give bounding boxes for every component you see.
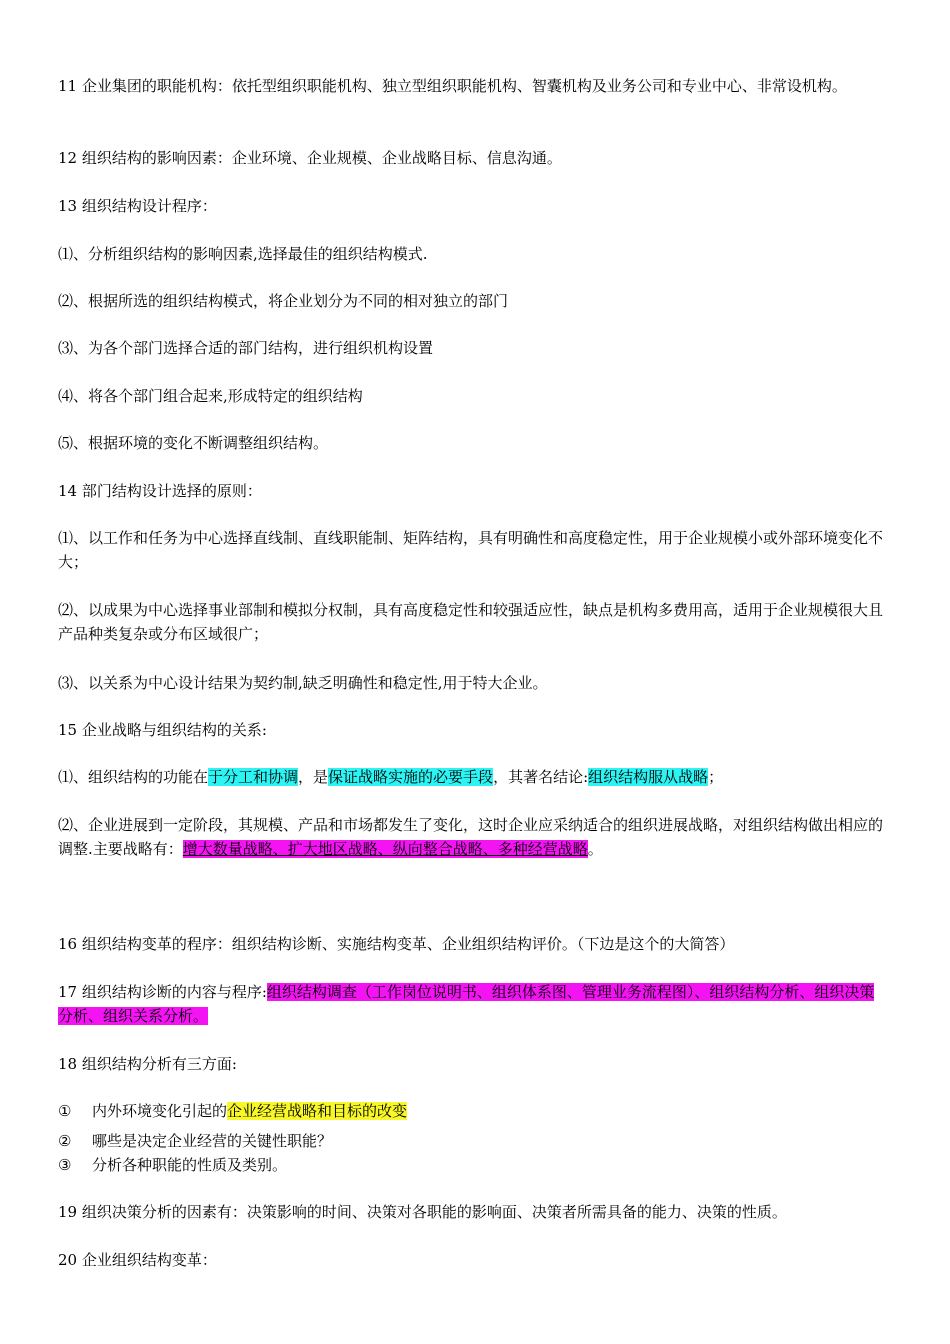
text-run: ，其著名结论: xyxy=(493,768,589,786)
para-15-1 xyxy=(58,765,888,789)
list-number: ② xyxy=(58,1132,72,1150)
para-13-5: ⑸、根据环境的变化不断调整组织结构。 xyxy=(58,434,329,452)
highlight-cyan: 保证战略实施的必要手段 xyxy=(328,768,494,786)
highlight-yellow: 企业经营战略和目标的改变 xyxy=(227,1102,408,1120)
para-13-2: ⑵、根据所选的组织结构模式，将企业划分为不同的相对独立的部门 xyxy=(58,292,509,310)
para-15-2 xyxy=(58,813,888,861)
text-run: ⑴、组织结构的功能在 xyxy=(58,768,209,786)
para-18: 18 组织结构分析有三方面: xyxy=(58,1055,237,1073)
highlight-cyan: 组织结构服从战略 xyxy=(588,768,709,786)
text-run: 内外环境变化引起的 xyxy=(92,1102,228,1120)
para-14-3: ⑶、以关系为中心设计结果为契约制,缺乏明确性和稳定性,用于特大企业。 xyxy=(58,674,548,692)
para-12: 12 组织结构的影响因素：企业环境、企业规模、企业战略目标、信息沟通。 xyxy=(58,149,562,167)
text-run: 哪些是决定企业经营的关键性职能？ xyxy=(92,1132,333,1150)
para-17 xyxy=(58,980,888,1028)
text-run: ； xyxy=(708,768,724,786)
para-18-3 xyxy=(58,1153,888,1177)
text-run: 。 xyxy=(587,840,603,858)
highlight-magenta-underlined: 增大数量战略、扩大地区战略、纵向整合战略、多种经营战略 xyxy=(182,840,588,858)
para-20: 20 企业组织结构变革： xyxy=(58,1251,217,1269)
para-14-2: ⑵、以成果为中心选择事业部制和模拟分权制，具有高度稳定性和较强适应性，缺点是机构多费用高，适用于企业规模很大且产品种类复杂或分布区域很广； xyxy=(58,601,884,643)
para-13-3: ⑶、为各个部门选择合适的部门结构，进行组织机构设置 xyxy=(58,339,434,357)
para-18-1 xyxy=(58,1099,888,1123)
para-13: 13 组织结构设计程序： xyxy=(58,197,217,215)
list-number: ③ xyxy=(58,1156,72,1174)
text-run: ，是 xyxy=(298,768,329,786)
para-18-2 xyxy=(58,1129,888,1153)
para-14-1: ⑴、以工作和任务为中心选择直线制、直线职能制、矩阵结构，具有明确性和高度稳定性，用于企业规模小或外部环境变化不大； xyxy=(58,529,884,571)
para-16: 16 组织结构变革的程序：组织结构诊断、实施结构变革、企业组织结构评价。（下边是这个的大简答） xyxy=(58,935,735,953)
list-number: ① xyxy=(58,1102,72,1120)
text-run: 17 组织结构诊断的内容与程序: xyxy=(58,983,267,1001)
para-13-4: ⑷、将各个部门组合起来,形成特定的组织结构 xyxy=(58,387,363,405)
para-11: 11 企业集团的职能机构：依托型组织职能机构、独立型组织职能机构、智囊机构及业务公司和专业中心、非常设机构。 xyxy=(58,77,847,95)
highlight-cyan: 于分工和协调 xyxy=(208,768,299,786)
para-19: 19 组织决策分析的因素有：决策影响的时间、决策对各职能的影响面、决策者所需具备的能力、决策的性质。 xyxy=(58,1203,787,1221)
highlight-magenta: 组织结构调查（工作岗位说明书、组织体系图、管理业务流程图）、组织结构分析、组织决策分析、组织关系分析。 xyxy=(58,983,875,1025)
para-13-1: ⑴、分析组织结构的影响因素,选择最佳的组织结构模式. xyxy=(58,245,428,263)
para-15: 15 企业战略与组织结构的关系: xyxy=(58,721,267,739)
para-14: 14 部门结构设计选择的原则： xyxy=(58,482,262,500)
text-run: 分析各种职能的性质及类别。 xyxy=(92,1156,288,1174)
text-run: ⑵、企业进展到一定阶段，其规模、产品和市场都发生了变化，这时企业应采纳适合的组织进展战略，对组织结构做出相应的调整.主要战略有： xyxy=(58,816,884,858)
